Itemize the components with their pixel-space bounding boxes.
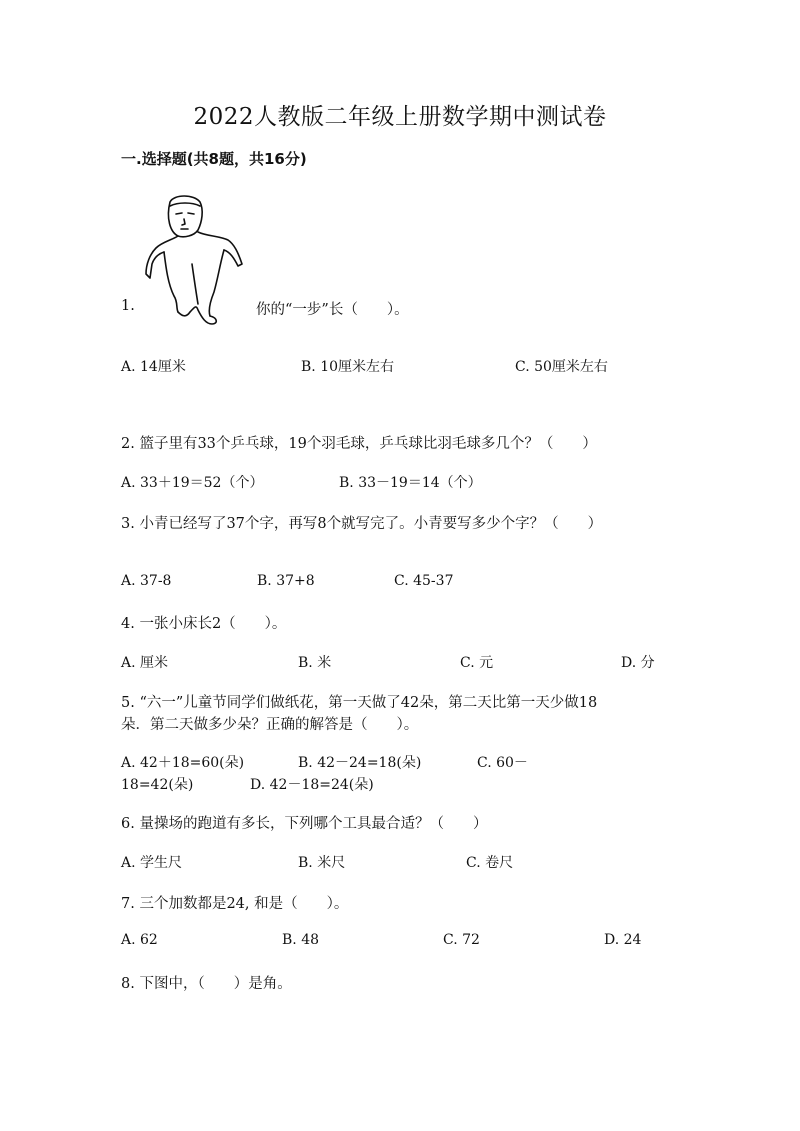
question-1-text: 你的“一步”长（ ）。 xyxy=(256,302,409,318)
question-8-text: 8. 下图中，（ ）是角。 xyxy=(121,976,292,992)
section-heading: 一.选择题(共8题，共16分) xyxy=(121,150,307,168)
question-3-option-a: A. 37-8 xyxy=(121,573,172,589)
question-2-text: 2. 篮子里有33个乒乓球，19个羽毛球，乒乓球比羽毛球多几个？（ ） xyxy=(121,436,597,452)
question-5-option-d: D. 42－18=24(朵) xyxy=(250,777,374,793)
question-3-option-b: B. 37+8 xyxy=(257,573,315,589)
question-5-option-c-end: 18=42(朵) xyxy=(121,777,194,793)
question-6-option-b: B. 米尺 xyxy=(298,855,346,871)
question-7-option-d: D. 24 xyxy=(604,932,642,948)
question-7-text: 7. 三个加数都是24, 和是（ ）。 xyxy=(121,896,349,912)
question-1-option-a: A. 14厘米 xyxy=(121,359,186,375)
question-1-number: 1. xyxy=(121,298,135,314)
question-4-option-b: B. 米 xyxy=(298,655,332,671)
question-7-option-b: B. 48 xyxy=(282,932,320,948)
question-6-option-c: C. 卷尺 xyxy=(466,855,514,871)
question-5-option-a: A. 42＋18=60(朵) xyxy=(121,755,245,771)
question-5-option-c-start: C. 60－ xyxy=(477,755,528,771)
page-title: 2022人教版二年级上册数学期中测试卷 xyxy=(193,104,607,130)
question-5-text-line-2: 朵．第二天做多少朵？正确的解答是（ ）。 xyxy=(121,717,419,733)
question-7-option-a: A. 62 xyxy=(121,932,158,948)
question-5-text-line-1: 5. “六一”儿童节同学们做纸花，第一天做了42朵，第二天比第一天少做18 xyxy=(121,695,598,711)
question-1-option-b: B. 10厘米左右 xyxy=(301,359,395,375)
question-3-text: 3. 小青已经写了37个字，再写8个就写完了。小青要写多少个字？（ ） xyxy=(121,516,603,532)
question-7-option-c: C. 72 xyxy=(443,932,480,948)
question-5-option-b: B. 42－24=18(朵) xyxy=(298,755,422,771)
question-4-option-d: D. 分 xyxy=(621,655,655,671)
question-3-option-c: C. 45-37 xyxy=(394,573,454,589)
person-walking-sketch-icon xyxy=(138,192,258,332)
question-4-option-c: C. 元 xyxy=(460,655,494,671)
question-2-option-b: B. 33－19＝14（个） xyxy=(339,475,482,491)
question-4-text: 4. 一张小床长2（ ）。 xyxy=(121,616,287,632)
question-6-text: 6. 量操场的跑道有多长，下列哪个工具最合适？（ ） xyxy=(121,816,488,832)
question-6-option-a: A. 学生尺 xyxy=(121,855,183,871)
question-2-option-a: A. 33＋19＝52（个） xyxy=(121,475,264,491)
question-4-option-a: A. 厘米 xyxy=(121,655,169,671)
question-1-option-c: C. 50厘米左右 xyxy=(515,359,608,375)
